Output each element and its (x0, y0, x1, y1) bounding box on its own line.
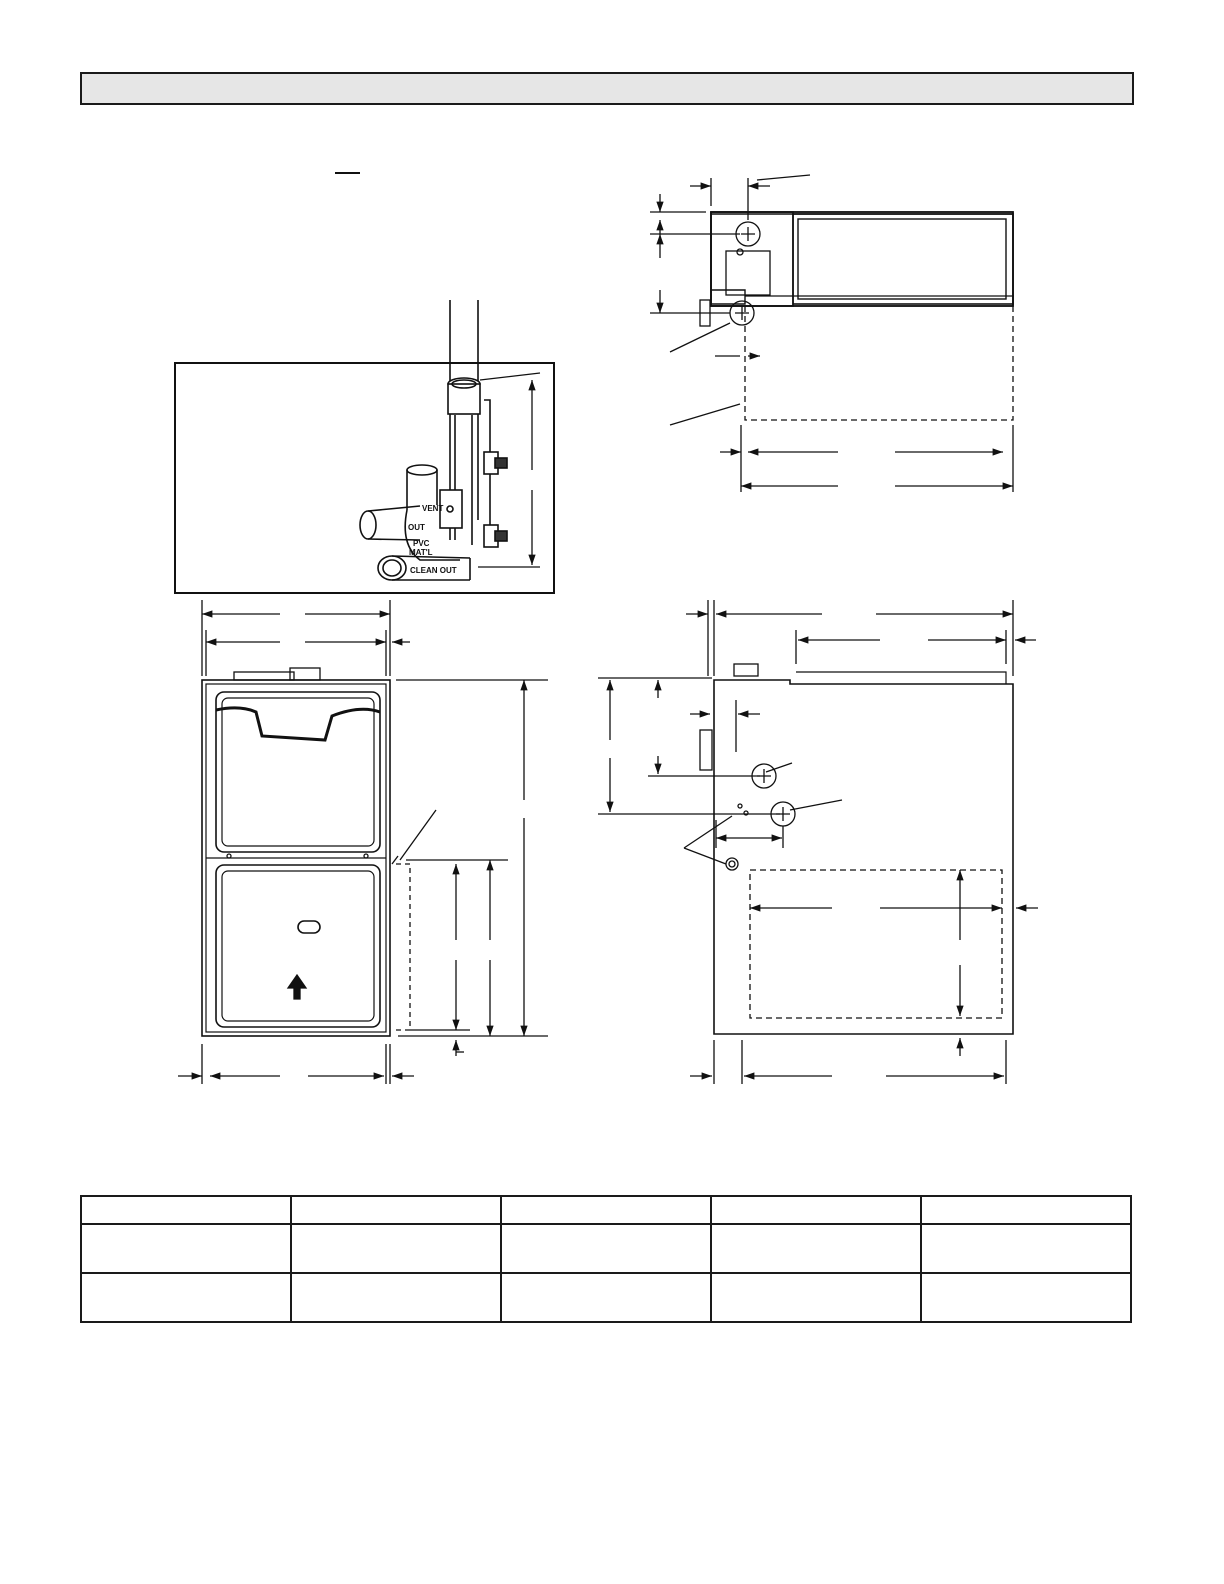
table-cell (711, 1224, 921, 1273)
label-pvc: PVC (413, 539, 430, 548)
table-cell (921, 1273, 1131, 1322)
table-cell (81, 1224, 291, 1273)
table-cell (501, 1224, 711, 1273)
table-cell (291, 1273, 501, 1322)
table-header-cell (291, 1196, 501, 1224)
table-cell (921, 1224, 1131, 1273)
table-row (81, 1273, 1131, 1322)
table-header-row (81, 1196, 1131, 1224)
table-cell (711, 1273, 921, 1322)
table-header-cell (81, 1196, 291, 1224)
inset-frame (175, 363, 554, 593)
table-header-cell (921, 1196, 1131, 1224)
front-view (178, 600, 548, 1084)
label-vent: VENT (422, 504, 444, 513)
condensate-trap-inset (175, 300, 554, 593)
table-cell (291, 1224, 501, 1273)
table-row (81, 1224, 1131, 1273)
table-header-cell (711, 1196, 921, 1224)
table-cell (501, 1273, 711, 1322)
table-header-cell (501, 1196, 711, 1224)
condensate-trap-illustration (360, 300, 507, 580)
label-matl: MAT'L (409, 548, 433, 557)
label-out: OUT (408, 523, 425, 532)
side-view (598, 600, 1038, 1084)
table-cell (81, 1273, 291, 1322)
dimension-table (80, 1195, 1132, 1323)
intake-opening (726, 251, 770, 295)
top-view (650, 175, 1013, 492)
label-clean-out: CLEAN OUT (410, 566, 457, 575)
